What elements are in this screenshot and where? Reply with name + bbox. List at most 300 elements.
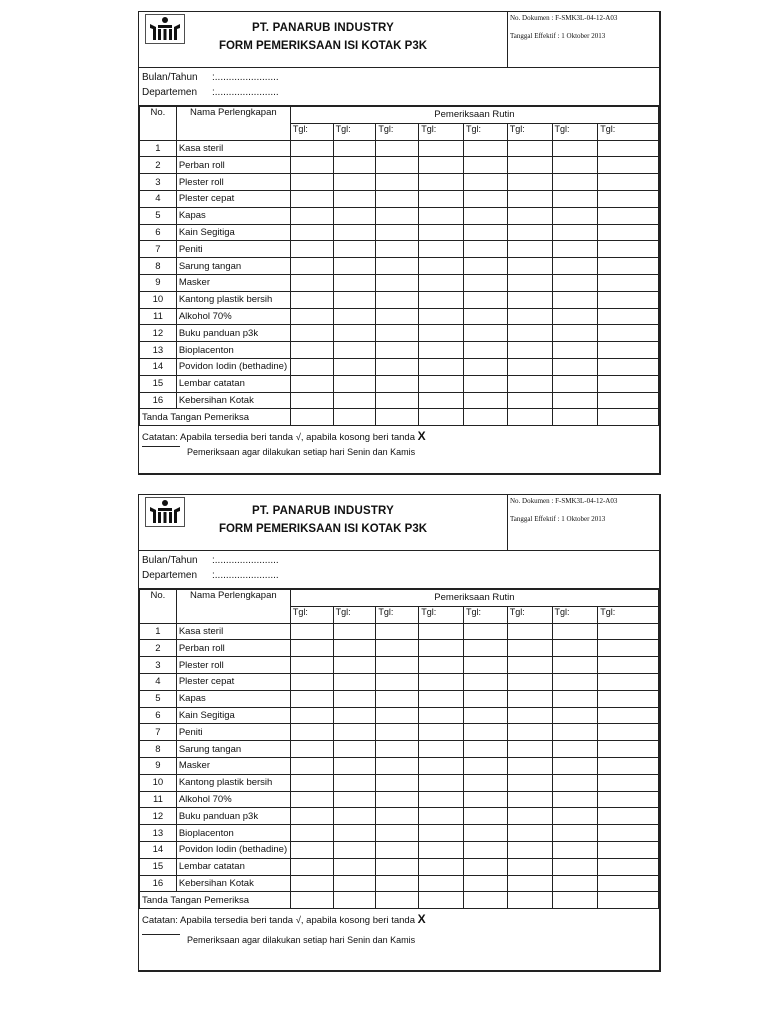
check-cell[interactable] bbox=[507, 291, 552, 308]
item-name: Kebersihan Kotak bbox=[176, 392, 290, 409]
check-cell[interactable] bbox=[376, 757, 419, 774]
check-cell[interactable] bbox=[552, 791, 598, 808]
check-cell[interactable] bbox=[419, 274, 464, 291]
check-cell[interactable] bbox=[463, 375, 507, 392]
check-cell[interactable] bbox=[552, 741, 598, 758]
check-cell[interactable] bbox=[507, 858, 552, 875]
check-cell[interactable] bbox=[419, 241, 464, 258]
check-cell[interactable] bbox=[507, 623, 552, 640]
check-cell[interactable] bbox=[598, 375, 659, 392]
date-cell[interactable]: Tgl: bbox=[598, 606, 659, 623]
check-cell[interactable] bbox=[376, 375, 419, 392]
check-cell[interactable] bbox=[552, 140, 598, 157]
check-cell[interactable] bbox=[376, 174, 419, 191]
check-cell[interactable] bbox=[290, 673, 333, 690]
check-cell[interactable] bbox=[419, 308, 464, 325]
check-cell[interactable] bbox=[419, 623, 464, 640]
item-number: 10 bbox=[140, 774, 177, 791]
check-cell[interactable] bbox=[290, 707, 333, 724]
check-cell[interactable] bbox=[598, 358, 659, 375]
check-cell[interactable] bbox=[598, 841, 659, 858]
signature-cell[interactable] bbox=[333, 409, 376, 426]
check-cell[interactable] bbox=[463, 724, 507, 741]
check-cell[interactable] bbox=[552, 274, 598, 291]
check-cell[interactable] bbox=[598, 707, 659, 724]
check-cell[interactable] bbox=[290, 657, 333, 674]
check-cell[interactable] bbox=[376, 291, 419, 308]
check-cell[interactable] bbox=[419, 342, 464, 359]
date-cell[interactable]: Tgl: bbox=[463, 606, 507, 623]
check-cell[interactable] bbox=[507, 392, 552, 409]
check-cell[interactable] bbox=[552, 875, 598, 892]
check-cell[interactable] bbox=[333, 875, 376, 892]
signature-cell[interactable] bbox=[598, 892, 659, 909]
signature-cell[interactable] bbox=[463, 892, 507, 909]
check-cell[interactable] bbox=[290, 241, 333, 258]
check-cell[interactable] bbox=[507, 825, 552, 842]
check-cell[interactable] bbox=[552, 808, 598, 825]
check-cell[interactable] bbox=[507, 358, 552, 375]
check-cell[interactable] bbox=[598, 690, 659, 707]
date-cell[interactable]: Tgl: bbox=[463, 123, 507, 140]
check-cell[interactable] bbox=[463, 690, 507, 707]
check-cell[interactable] bbox=[552, 724, 598, 741]
check-cell[interactable] bbox=[419, 392, 464, 409]
check-cell[interactable] bbox=[376, 157, 419, 174]
table-row bbox=[140, 291, 659, 308]
check-cell[interactable] bbox=[507, 274, 552, 291]
check-cell[interactable] bbox=[419, 724, 464, 741]
check-cell[interactable] bbox=[290, 858, 333, 875]
check-cell[interactable] bbox=[598, 808, 659, 825]
check-cell[interactable] bbox=[376, 841, 419, 858]
check-cell[interactable] bbox=[552, 757, 598, 774]
check-cell[interactable] bbox=[598, 724, 659, 741]
check-cell[interactable] bbox=[333, 707, 376, 724]
check-cell[interactable] bbox=[598, 258, 659, 275]
check-cell[interactable] bbox=[419, 774, 464, 791]
check-cell[interactable] bbox=[290, 774, 333, 791]
check-cell[interactable] bbox=[552, 657, 598, 674]
check-cell[interactable] bbox=[507, 640, 552, 657]
signature-cell[interactable] bbox=[507, 892, 552, 909]
check-cell[interactable] bbox=[290, 358, 333, 375]
check-cell[interactable] bbox=[376, 358, 419, 375]
check-cell[interactable] bbox=[290, 392, 333, 409]
check-cell[interactable] bbox=[419, 741, 464, 758]
check-cell[interactable] bbox=[290, 690, 333, 707]
check-cell[interactable] bbox=[598, 325, 659, 342]
date-cell[interactable]: Tgl: bbox=[552, 123, 598, 140]
check-cell[interactable] bbox=[598, 308, 659, 325]
check-cell[interactable] bbox=[376, 774, 419, 791]
check-cell[interactable] bbox=[507, 258, 552, 275]
check-cell[interactable] bbox=[552, 291, 598, 308]
check-cell[interactable] bbox=[463, 858, 507, 875]
check-cell[interactable] bbox=[376, 858, 419, 875]
item-name: Kasa steril bbox=[176, 140, 290, 157]
check-cell[interactable] bbox=[333, 375, 376, 392]
check-cell[interactable] bbox=[507, 690, 552, 707]
check-cell[interactable] bbox=[376, 140, 419, 157]
check-cell[interactable] bbox=[290, 623, 333, 640]
check-cell[interactable] bbox=[376, 808, 419, 825]
check-cell[interactable] bbox=[333, 825, 376, 842]
check-cell[interactable] bbox=[463, 207, 507, 224]
check-cell[interactable] bbox=[507, 207, 552, 224]
signature-cell[interactable] bbox=[507, 409, 552, 426]
check-cell[interactable] bbox=[463, 757, 507, 774]
check-cell[interactable] bbox=[376, 623, 419, 640]
department-field[interactable]: :....................... bbox=[212, 570, 279, 581]
date-cell[interactable]: Tgl: bbox=[507, 606, 552, 623]
date-cell[interactable]: Tgl: bbox=[598, 123, 659, 140]
check-cell[interactable] bbox=[419, 224, 464, 241]
check-cell[interactable] bbox=[290, 875, 333, 892]
check-cell[interactable] bbox=[507, 190, 552, 207]
check-cell[interactable] bbox=[507, 657, 552, 674]
check-cell[interactable] bbox=[552, 241, 598, 258]
check-cell[interactable] bbox=[376, 724, 419, 741]
check-cell[interactable] bbox=[333, 358, 376, 375]
check-cell[interactable] bbox=[598, 342, 659, 359]
check-cell[interactable] bbox=[463, 673, 507, 690]
check-cell[interactable] bbox=[463, 157, 507, 174]
check-cell[interactable] bbox=[507, 724, 552, 741]
check-cell[interactable] bbox=[290, 325, 333, 342]
signature-cell[interactable] bbox=[598, 409, 659, 426]
check-cell[interactable] bbox=[419, 757, 464, 774]
date-cell[interactable]: Tgl: bbox=[419, 606, 464, 623]
check-cell[interactable] bbox=[598, 640, 659, 657]
month-year-field[interactable]: :....................... bbox=[212, 72, 279, 83]
check-cell[interactable] bbox=[507, 673, 552, 690]
check-cell[interactable] bbox=[598, 741, 659, 758]
check-cell[interactable] bbox=[376, 690, 419, 707]
check-cell[interactable] bbox=[507, 741, 552, 758]
check-cell[interactable] bbox=[376, 791, 419, 808]
check-cell[interactable] bbox=[507, 757, 552, 774]
column-name-header: Nama Perlengkapan bbox=[176, 590, 290, 624]
check-cell[interactable] bbox=[598, 190, 659, 207]
check-cell[interactable] bbox=[552, 707, 598, 724]
check-cell[interactable] bbox=[463, 707, 507, 724]
check-cell[interactable] bbox=[507, 174, 552, 191]
signature-cell[interactable] bbox=[290, 409, 333, 426]
check-cell[interactable] bbox=[290, 190, 333, 207]
item-number: 16 bbox=[140, 875, 177, 892]
check-cell[interactable] bbox=[552, 157, 598, 174]
date-cell[interactable]: Tgl: bbox=[419, 123, 464, 140]
check-cell[interactable] bbox=[333, 325, 376, 342]
check-cell[interactable] bbox=[419, 174, 464, 191]
check-cell[interactable] bbox=[552, 392, 598, 409]
check-cell[interactable] bbox=[598, 757, 659, 774]
check-cell[interactable] bbox=[333, 841, 376, 858]
check-cell[interactable] bbox=[598, 174, 659, 191]
check-cell[interactable] bbox=[552, 623, 598, 640]
check-cell[interactable] bbox=[552, 207, 598, 224]
date-cell[interactable]: Tgl: bbox=[290, 123, 333, 140]
month-year-field[interactable]: :....................... bbox=[212, 555, 279, 566]
check-cell[interactable] bbox=[333, 741, 376, 758]
check-cell[interactable] bbox=[598, 140, 659, 157]
check-cell[interactable] bbox=[333, 190, 376, 207]
check-cell[interactable] bbox=[552, 258, 598, 275]
check-cell[interactable] bbox=[376, 673, 419, 690]
check-cell[interactable] bbox=[598, 673, 659, 690]
check-cell[interactable] bbox=[463, 875, 507, 892]
check-cell[interactable] bbox=[376, 308, 419, 325]
check-cell[interactable] bbox=[507, 791, 552, 808]
check-cell[interactable] bbox=[552, 375, 598, 392]
signature-cell[interactable] bbox=[463, 409, 507, 426]
check-cell[interactable] bbox=[333, 791, 376, 808]
check-cell[interactable] bbox=[333, 673, 376, 690]
check-cell[interactable] bbox=[419, 375, 464, 392]
check-cell[interactable] bbox=[463, 325, 507, 342]
check-cell[interactable] bbox=[552, 690, 598, 707]
check-cell[interactable] bbox=[507, 808, 552, 825]
check-cell[interactable] bbox=[376, 274, 419, 291]
check-cell[interactable] bbox=[290, 757, 333, 774]
check-cell[interactable] bbox=[376, 392, 419, 409]
check-cell[interactable] bbox=[463, 791, 507, 808]
check-cell[interactable] bbox=[376, 342, 419, 359]
check-cell[interactable] bbox=[419, 825, 464, 842]
check-cell[interactable] bbox=[598, 875, 659, 892]
check-cell[interactable] bbox=[290, 375, 333, 392]
check-cell[interactable] bbox=[419, 673, 464, 690]
check-cell[interactable] bbox=[598, 241, 659, 258]
check-cell[interactable] bbox=[552, 825, 598, 842]
check-cell[interactable] bbox=[507, 157, 552, 174]
date-cell[interactable]: Tgl: bbox=[376, 123, 419, 140]
date-cell[interactable]: Tgl: bbox=[333, 606, 376, 623]
check-cell[interactable] bbox=[463, 274, 507, 291]
check-cell[interactable] bbox=[463, 841, 507, 858]
check-cell[interactable] bbox=[507, 325, 552, 342]
check-cell[interactable] bbox=[290, 741, 333, 758]
check-cell[interactable] bbox=[376, 207, 419, 224]
check-cell[interactable] bbox=[463, 623, 507, 640]
signature-cell[interactable] bbox=[552, 409, 598, 426]
check-cell[interactable] bbox=[463, 392, 507, 409]
check-cell[interactable] bbox=[290, 808, 333, 825]
check-cell[interactable] bbox=[507, 841, 552, 858]
check-cell[interactable] bbox=[507, 774, 552, 791]
check-cell[interactable] bbox=[463, 190, 507, 207]
check-cell[interactable] bbox=[290, 274, 333, 291]
check-cell[interactable] bbox=[376, 825, 419, 842]
check-cell[interactable] bbox=[507, 224, 552, 241]
check-cell[interactable] bbox=[376, 325, 419, 342]
check-cell[interactable] bbox=[598, 274, 659, 291]
check-cell[interactable] bbox=[376, 707, 419, 724]
check-cell[interactable] bbox=[419, 808, 464, 825]
check-cell[interactable] bbox=[598, 623, 659, 640]
department-field[interactable]: :....................... bbox=[212, 87, 279, 98]
check-cell[interactable] bbox=[333, 392, 376, 409]
check-cell[interactable] bbox=[463, 741, 507, 758]
check-cell[interactable] bbox=[507, 342, 552, 359]
check-cell[interactable] bbox=[376, 657, 419, 674]
check-cell[interactable] bbox=[333, 757, 376, 774]
check-cell[interactable] bbox=[463, 291, 507, 308]
check-cell[interactable] bbox=[463, 774, 507, 791]
check-cell[interactable] bbox=[463, 825, 507, 842]
check-cell[interactable] bbox=[598, 657, 659, 674]
date-cell[interactable]: Tgl: bbox=[376, 606, 419, 623]
check-cell[interactable] bbox=[290, 342, 333, 359]
check-cell[interactable] bbox=[333, 241, 376, 258]
check-cell[interactable] bbox=[419, 690, 464, 707]
check-cell[interactable] bbox=[333, 274, 376, 291]
check-cell[interactable] bbox=[463, 657, 507, 674]
check-cell[interactable] bbox=[552, 224, 598, 241]
check-cell[interactable] bbox=[598, 207, 659, 224]
check-cell[interactable] bbox=[463, 258, 507, 275]
check-cell[interactable] bbox=[463, 808, 507, 825]
check-cell[interactable] bbox=[333, 342, 376, 359]
check-cell[interactable] bbox=[463, 174, 507, 191]
signature-cell[interactable] bbox=[419, 409, 464, 426]
check-cell[interactable] bbox=[376, 875, 419, 892]
check-cell[interactable] bbox=[376, 741, 419, 758]
check-cell[interactable] bbox=[333, 140, 376, 157]
date-cell[interactable]: Tgl: bbox=[552, 606, 598, 623]
check-cell[interactable] bbox=[333, 657, 376, 674]
check-cell[interactable] bbox=[290, 791, 333, 808]
date-cell[interactable]: Tgl: bbox=[507, 123, 552, 140]
check-cell[interactable] bbox=[333, 640, 376, 657]
check-cell[interactable] bbox=[333, 808, 376, 825]
check-cell[interactable] bbox=[290, 825, 333, 842]
check-cell[interactable] bbox=[419, 258, 464, 275]
check-cell[interactable] bbox=[419, 707, 464, 724]
check-cell[interactable] bbox=[552, 325, 598, 342]
signature-cell[interactable] bbox=[333, 892, 376, 909]
check-cell[interactable] bbox=[463, 342, 507, 359]
check-cell[interactable] bbox=[598, 774, 659, 791]
check-cell[interactable] bbox=[507, 375, 552, 392]
check-cell[interactable] bbox=[552, 342, 598, 359]
check-cell[interactable] bbox=[463, 308, 507, 325]
check-cell[interactable] bbox=[333, 774, 376, 791]
check-cell[interactable] bbox=[507, 140, 552, 157]
check-cell[interactable] bbox=[290, 174, 333, 191]
signature-cell[interactable] bbox=[290, 892, 333, 909]
check-cell[interactable] bbox=[463, 241, 507, 258]
check-cell[interactable] bbox=[333, 174, 376, 191]
check-cell[interactable] bbox=[419, 157, 464, 174]
check-cell[interactable] bbox=[463, 640, 507, 657]
check-cell[interactable] bbox=[376, 190, 419, 207]
check-cell[interactable] bbox=[333, 258, 376, 275]
check-cell[interactable] bbox=[419, 325, 464, 342]
check-cell[interactable] bbox=[419, 841, 464, 858]
check-cell[interactable] bbox=[419, 291, 464, 308]
check-cell[interactable] bbox=[552, 358, 598, 375]
check-cell[interactable] bbox=[419, 207, 464, 224]
check-cell[interactable] bbox=[333, 858, 376, 875]
check-cell[interactable] bbox=[290, 258, 333, 275]
check-cell[interactable] bbox=[598, 858, 659, 875]
check-cell[interactable] bbox=[598, 825, 659, 842]
signature-cell[interactable] bbox=[552, 892, 598, 909]
check-cell[interactable] bbox=[598, 791, 659, 808]
check-cell[interactable] bbox=[507, 308, 552, 325]
check-cell[interactable] bbox=[419, 190, 464, 207]
check-cell[interactable] bbox=[376, 640, 419, 657]
check-cell[interactable] bbox=[419, 358, 464, 375]
check-cell[interactable] bbox=[333, 308, 376, 325]
check-cell[interactable] bbox=[290, 140, 333, 157]
check-cell[interactable] bbox=[463, 140, 507, 157]
check-cell[interactable] bbox=[290, 224, 333, 241]
check-cell[interactable] bbox=[290, 207, 333, 224]
check-cell[interactable] bbox=[290, 291, 333, 308]
check-cell[interactable] bbox=[552, 858, 598, 875]
check-cell[interactable] bbox=[376, 258, 419, 275]
check-cell[interactable] bbox=[463, 358, 507, 375]
signature-cell[interactable] bbox=[376, 892, 419, 909]
date-cell[interactable]: Tgl: bbox=[333, 123, 376, 140]
check-cell[interactable] bbox=[552, 673, 598, 690]
check-cell[interactable] bbox=[376, 241, 419, 258]
check-cell[interactable] bbox=[507, 707, 552, 724]
check-cell[interactable] bbox=[598, 224, 659, 241]
check-cell[interactable] bbox=[419, 858, 464, 875]
check-cell[interactable] bbox=[333, 291, 376, 308]
check-cell[interactable] bbox=[290, 157, 333, 174]
check-cell[interactable] bbox=[419, 657, 464, 674]
item-name: Kasa steril bbox=[176, 623, 290, 640]
check-cell[interactable] bbox=[552, 174, 598, 191]
check-cell[interactable] bbox=[333, 224, 376, 241]
item-name: Kapas bbox=[176, 690, 290, 707]
check-cell[interactable] bbox=[552, 841, 598, 858]
check-cell[interactable] bbox=[333, 724, 376, 741]
check-cell[interactable] bbox=[290, 841, 333, 858]
check-cell[interactable] bbox=[419, 875, 464, 892]
check-cell[interactable] bbox=[552, 190, 598, 207]
check-cell[interactable] bbox=[419, 791, 464, 808]
check-cell[interactable] bbox=[463, 224, 507, 241]
check-cell[interactable] bbox=[290, 724, 333, 741]
check-cell[interactable] bbox=[419, 140, 464, 157]
check-cell[interactable] bbox=[552, 640, 598, 657]
check-cell[interactable] bbox=[552, 308, 598, 325]
check-cell[interactable] bbox=[507, 875, 552, 892]
check-cell[interactable] bbox=[333, 690, 376, 707]
check-cell[interactable] bbox=[290, 308, 333, 325]
signature-cell[interactable] bbox=[419, 892, 464, 909]
check-cell[interactable] bbox=[507, 241, 552, 258]
check-cell[interactable] bbox=[333, 157, 376, 174]
check-cell[interactable] bbox=[552, 774, 598, 791]
check-cell[interactable] bbox=[333, 207, 376, 224]
check-cell[interactable] bbox=[598, 392, 659, 409]
check-cell[interactable] bbox=[419, 640, 464, 657]
check-cell[interactable] bbox=[376, 224, 419, 241]
check-cell[interactable] bbox=[598, 157, 659, 174]
date-cell[interactable]: Tgl: bbox=[290, 606, 333, 623]
check-cell[interactable] bbox=[598, 291, 659, 308]
check-cell[interactable] bbox=[333, 623, 376, 640]
signature-cell[interactable] bbox=[376, 409, 419, 426]
check-cell[interactable] bbox=[290, 640, 333, 657]
